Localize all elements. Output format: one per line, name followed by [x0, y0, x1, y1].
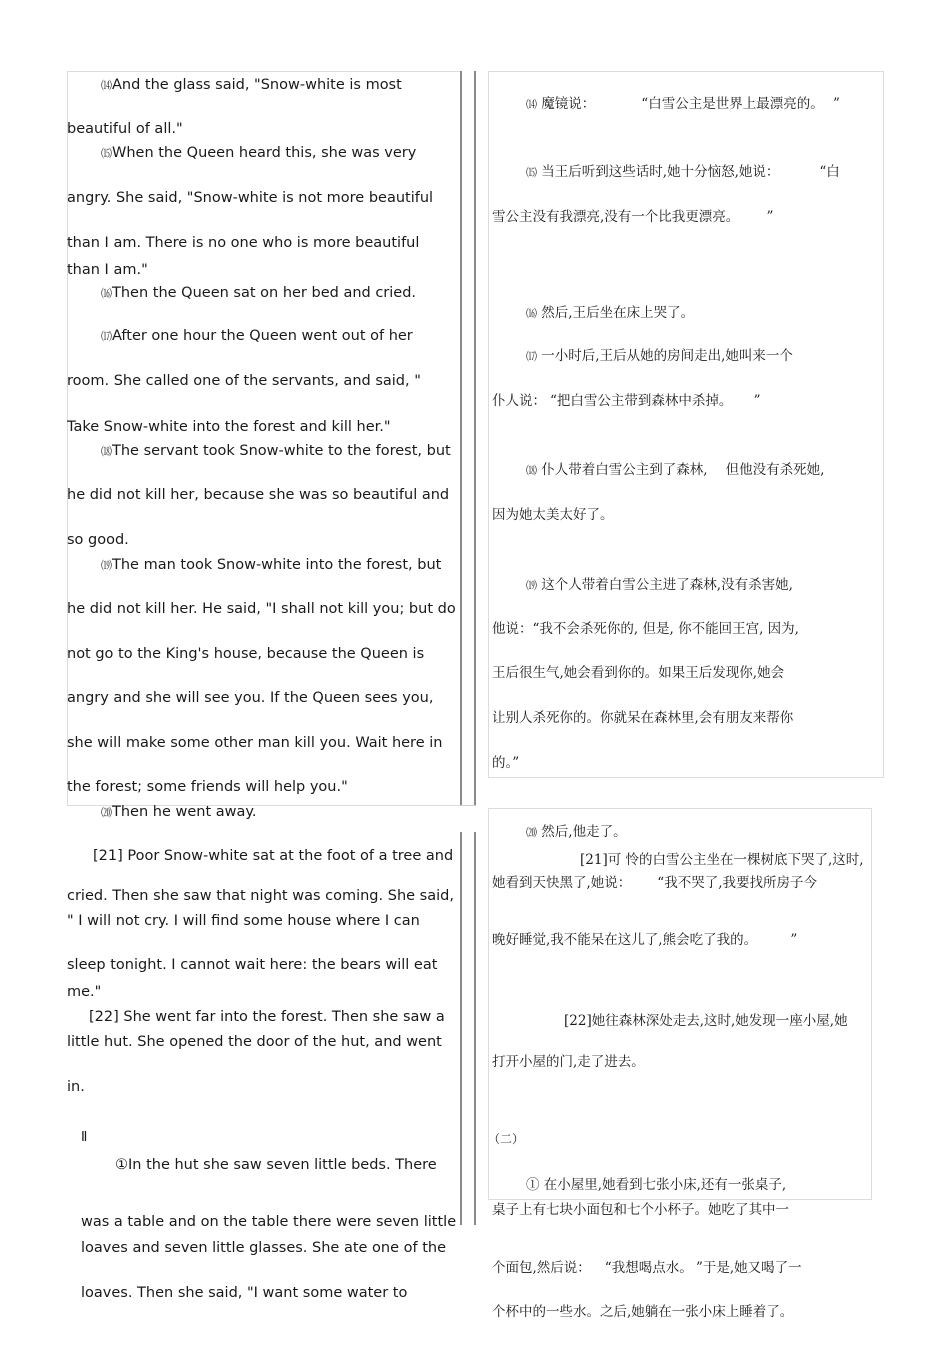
zh-p22-line1: [22]她往森林深处走去,这时,她发现一座小屋,她: [564, 1013, 848, 1029]
zh-s2-line3: 个面包,然后说： “我想喝点水。 ”于是,她又喝了一: [492, 1260, 802, 1276]
en-p15-number: ⒂: [101, 147, 112, 160]
column-divider-4: [474, 832, 476, 1225]
en-p14-number: ⒁: [101, 79, 112, 92]
zh-p19-number: ⒆: [526, 579, 537, 592]
zh-p21-line1: [21]可 怜的白雪公主坐在一棵树底下哭了,这时,: [580, 852, 864, 868]
en-p14-line1: ⒁And the glass said, "Snow-white is most: [101, 77, 402, 93]
zh-p17-number: ⒄: [526, 350, 537, 363]
en-p14-line2: beautiful of all.": [67, 121, 183, 137]
en-p15-line2: angry. She said, "Snow-white is not more beautiful: [67, 190, 434, 206]
en-s2-line1: ①In the hut she saw seven little beds. There: [115, 1157, 437, 1173]
en-p17-number: ⒄: [101, 330, 112, 343]
zh-p22-line2: 打开小屋的门,走了进去。: [492, 1054, 645, 1070]
zh-p20-number: ⒇: [526, 826, 537, 839]
zh-p17-line2: 仆人说： “把白雪公主带到森林中杀掉。 ”: [492, 393, 761, 409]
en-p17-line2: room. She called one of the servants, and said, ": [67, 373, 421, 389]
zh-p15-line2: 雪公主没有我漂亮,没有一个比我更漂亮。 ”: [492, 209, 774, 225]
en-p17-line1: ⒄After one hour the Queen went out of her: [101, 328, 413, 344]
zh-p16-number: ⒃: [526, 307, 537, 320]
en-p20-number: ⒇: [101, 806, 112, 819]
zh-p19-line5: 的。”: [492, 755, 520, 771]
en-p21-line1: [21] Poor Snow-white sat at the foot of a tree and: [93, 848, 454, 864]
en-p17-line3: Take Snow-white into the forest and kill her.": [67, 419, 391, 435]
en-p19-line4: angry and she will see you. If the Queen sees you,: [67, 690, 434, 706]
zh-s2-line4: 个杯中的一些水。之后,她躺在一张小床上睡着了。: [492, 1304, 794, 1320]
zh-p18-line2: 因为她太美太好了。: [492, 507, 614, 523]
zh-p15-number: ⒂: [526, 166, 537, 179]
en-p19-line5: she will make some other man kill you. Wait here in: [67, 735, 443, 751]
en-p21-line5: me.": [67, 984, 102, 1000]
en-s2-line2: was a table and on the table there were seven little: [81, 1214, 457, 1230]
en-p19-line1: ⒆The man took Snow-white into the forest, but: [101, 557, 442, 573]
en-p20-line1: ⒇Then he went away.: [101, 804, 257, 820]
en-p22-line2: little hut. She opened the door of the hut, and went: [67, 1034, 442, 1050]
zh-p19-line1: ⒆ 这个人带着白雪公主进了森林,没有杀害她,: [526, 577, 793, 593]
column-divider-2: [474, 71, 476, 806]
column-divider-1: [460, 71, 462, 806]
zh-section2-label: （二）: [488, 1132, 525, 1146]
zh-p17-line1: ⒄ 一小时后,王后从她的房间走出,她叫来一个: [526, 348, 793, 364]
en-p15-line3: than I am. There is no one who is more beautiful: [67, 235, 420, 251]
column-divider-horizontal: [460, 805, 476, 806]
en-p15-line4: than I am.": [67, 262, 148, 278]
zh-p15-line1: ⒂ 当王后听到这些话时,她十分恼怒,她说： “白: [526, 164, 840, 180]
en-p18-line2: he did not kill her, because she was so beautiful and: [67, 487, 450, 503]
en-p19-line2: he did not kill her. He said, "I shall not kill you; but do: [67, 601, 456, 617]
zh-p18-number: ⒅: [526, 464, 537, 477]
en-p19-number: ⒆: [101, 559, 112, 572]
en-p22-line3: in.: [67, 1079, 85, 1095]
zh-p21-line2: 她看到天快黑了,她说： “我不哭了,我要找所房子今: [492, 875, 817, 891]
zh-s2-line2: 桌子上有七块小面包和七个小杯子。她吃了其中一: [492, 1202, 789, 1218]
zh-p19-line3: 王后很生气,她会看到你的。如果王后发现你,她会: [492, 665, 785, 681]
en-p21-line3: " I will not cry. I will find some house where I can: [67, 913, 420, 929]
en-p21-line4: sleep tonight. I cannot wait here: the bears will eat: [67, 957, 438, 973]
zh-p14-number: ⒁: [526, 98, 537, 111]
zh-p19-line2: 他说：“我不会杀死你的, 但是, 你不能回王宫, 因为,: [492, 621, 799, 637]
en-p18-line1: ⒅The servant took Snow-white to the forest, but: [101, 443, 451, 459]
en-p22-line1: [22] She went far into the forest. Then she saw a: [89, 1009, 445, 1025]
zh-p21-line3: 晚好睡觉,我不能呆在这儿了,熊会吃了我的。 ”: [492, 932, 798, 948]
zh-p18-line1: ⒅ 仆人带着白雪公主到了森林, 但他没有杀死她,: [526, 462, 825, 478]
zh-p19-line4: 让别人杀死你的。你就呆在森林里,会有朋友来帮你: [492, 710, 794, 726]
zh-p20-line1: ⒇ 然后,他走了。: [526, 824, 627, 840]
zh-s2-line1: ① 在小屋里,她看到七张小床,还有一张桌子,: [526, 1177, 787, 1193]
en-p18-line3: so good.: [67, 532, 129, 548]
zh-p16-line1: ⒃ 然后,王后坐在床上哭了。: [526, 305, 695, 321]
en-p15-line1: ⒂When the Queen heard this, she was very: [101, 145, 417, 161]
en-p16-number: ⒃: [101, 287, 112, 300]
column-divider-3: [460, 832, 462, 1225]
en-p19-line3: not go to the King's house, because the Queen is: [67, 646, 425, 662]
en-section2-label: Ⅱ: [81, 1130, 88, 1145]
en-p18-number: ⒅: [101, 445, 112, 458]
en-s2-line4: loaves. Then she said, "I want some water to: [81, 1285, 408, 1301]
en-p19-line6: the forest; some friends will help you.": [67, 779, 348, 795]
en-p16-line1: ⒃Then the Queen sat on her bed and cried.: [101, 285, 417, 301]
zh-p14-line1: ⒁ 魔镜说： “白雪公主是世界上最漂亮的。 ”: [526, 96, 840, 112]
en-s2-line3: loaves and seven little glasses. She ate one of the: [81, 1240, 447, 1256]
en-p21-line2: cried. Then she saw that night was coming. She said,: [67, 888, 454, 904]
